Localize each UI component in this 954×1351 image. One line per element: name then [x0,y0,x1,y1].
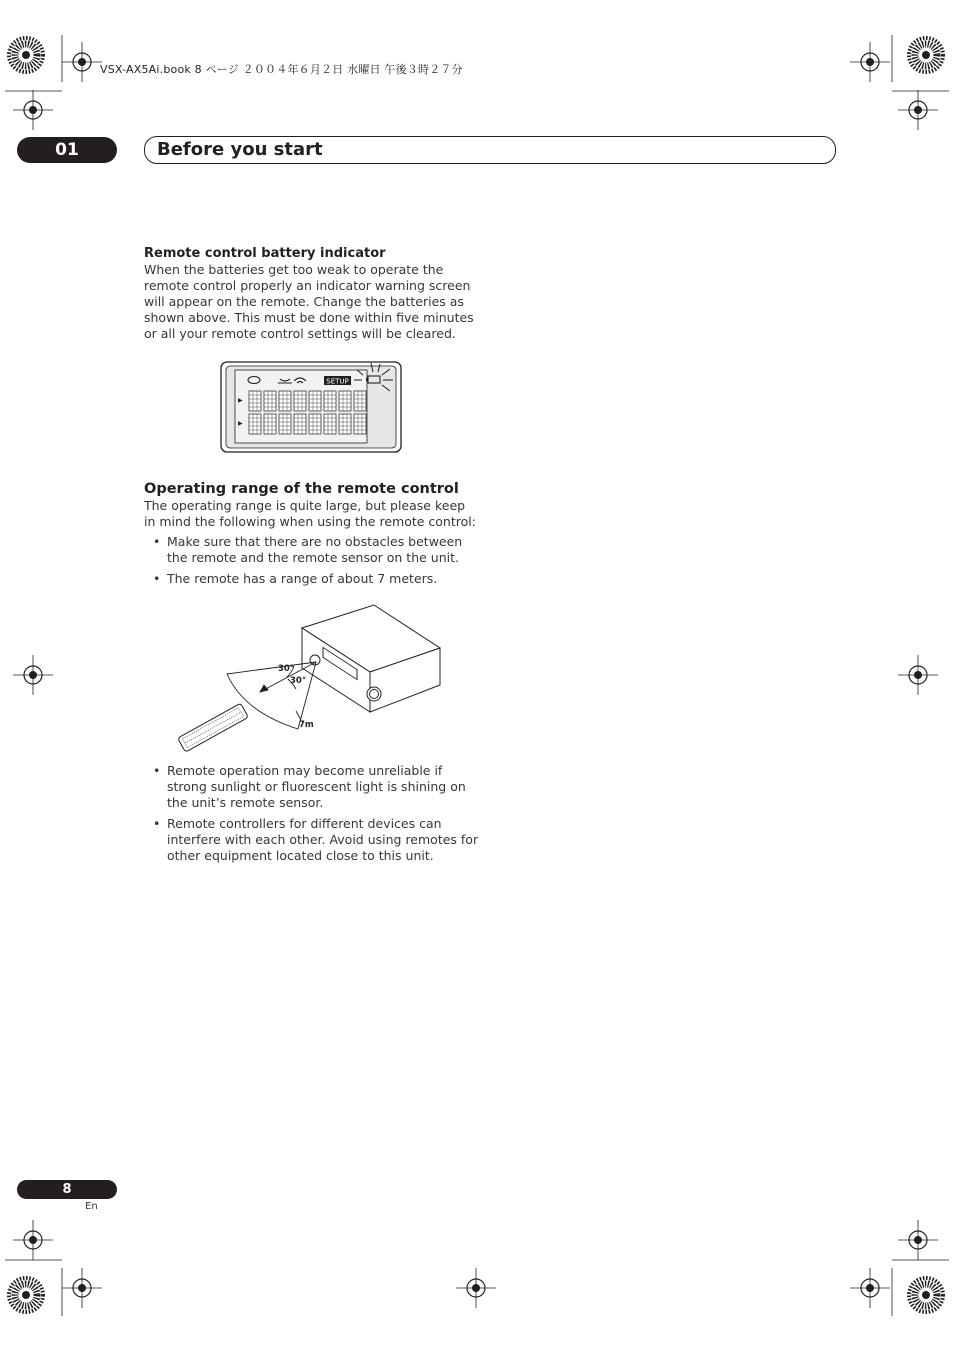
list-item: • The remote has a range of about 7 meters. [144,571,480,587]
star-target-icon [909,38,943,72]
chapter-number-badge: 01 [17,137,117,163]
receiver-unit [302,605,440,712]
battery-body: When the batteries get too weak to operate the remote control properly an indicator warning screen will appear on the remote. Change the batteries as shown above. This must be done within five minutes or all your remote control settings will be cleared. [144,262,474,341]
lcd-cell [309,414,321,434]
star-target-icon [9,1278,43,1312]
distance-label: 7m [299,720,314,730]
range-heading: Operating range of the remote control [144,481,459,497]
lcd-cell [249,391,261,411]
lcd-cell [339,391,351,411]
registration-mark-icon [62,1268,102,1308]
lcd-cell [249,414,261,434]
registration-mark-icon [13,1220,53,1260]
registration-mark-icon [898,655,938,695]
range-bullets-bottom [144,763,480,864]
star-target-icon [9,38,43,72]
range-section [144,481,480,592]
lcd-cell [339,414,351,434]
chapter-title-bar [144,136,836,164]
lcd-cell [264,391,276,411]
lcd-cell [294,414,306,434]
registration-mark-icon [13,90,53,130]
lcd-cell [264,414,276,434]
registration-mark-icon [850,1268,890,1308]
lcd-cell [279,391,291,411]
range-notes [144,763,480,869]
lcd-cell [354,414,366,434]
row-marker-icon: ▶ [238,397,243,404]
lcd-cell [324,391,336,411]
row-marker-icon: ▶ [238,420,243,427]
battery-section [144,246,480,342]
star-target-icon [909,1278,943,1312]
battery-indicator-figure [218,358,404,458]
registration-mark-icon [898,1220,938,1260]
registration-mark-icon [850,42,890,82]
list-item: • Remote controllers for different devices can interfere with each other. Avoid using remotes for other equipment located close to this unit. [144,816,480,864]
list-item: • Make sure that there are no obstacles between the remote and the remote sensor on the unit. [144,534,480,566]
angle-upper-label: 30° [278,664,295,674]
registration-mark-icon [62,42,102,82]
lcd-cell [309,391,321,411]
lcd-cell [279,414,291,434]
chapter-title: Before you start [157,139,323,160]
range-bullets-top [144,534,480,587]
language-label: En [85,1201,98,1212]
registration-mark-icon [898,90,938,130]
lcd-cell [294,391,306,411]
setup-label: SETUP [326,377,349,386]
printer-info-line: VSX-AX5Ai.book 8 ページ ２００４年６月２日 水曜日 午後３時２７分 [100,63,463,76]
page-number: 8 [17,1180,117,1199]
remote-range-figure [176,600,446,755]
registration-mark-icon [456,1268,496,1308]
battery-heading: Remote control battery indicator [144,246,386,261]
lcd-cell [324,414,336,434]
registration-mark-icon [13,655,53,695]
remote-control-icon [178,703,249,752]
angle-lower-label: 30° [290,676,307,686]
lcd-cell [354,391,366,411]
range-intro: The operating range is quite large, but please keep in mind the following when using the remote control: [144,498,476,529]
list-item: • Remote operation may become unreliable if strong sunlight or fluorescent light is shining on the unit’s remote sensor. [144,763,480,811]
